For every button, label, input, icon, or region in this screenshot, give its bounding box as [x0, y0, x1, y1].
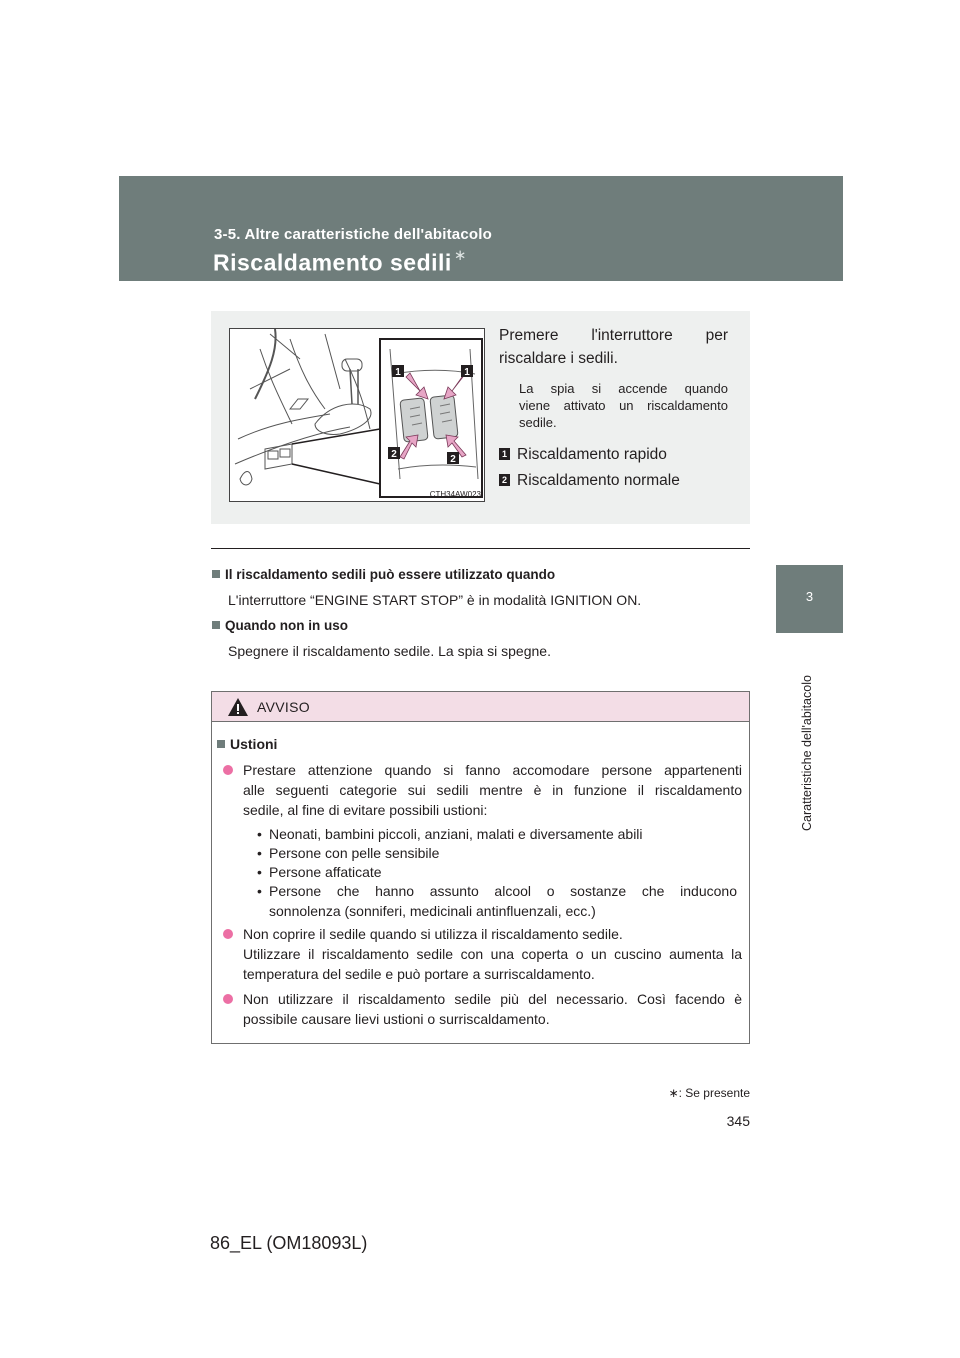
- warning-item-1: [223, 760, 742, 820]
- section-title: 3-5. Altre caratteristiche dell'abitacolo: [214, 226, 492, 243]
- item2-line-2: Utilizzare il riscaldamento sedile con una coperta o un cuscino aumenta la: [243, 946, 742, 962]
- chapter-number: 3: [805, 589, 814, 604]
- sub-item-3: • Persone affaticate: [257, 863, 744, 883]
- chapter-tab[interactable]: [776, 565, 843, 633]
- legend-badge-1: 1: [499, 448, 510, 460]
- warning-box: [211, 691, 750, 1044]
- info-heading-1-text: Il riscaldamento sedili può essere utilizzato quando: [225, 567, 556, 582]
- note-line-1: La spia si accende quando: [519, 381, 728, 396]
- square-bullet-icon: [217, 740, 225, 748]
- legend-item-quick: [499, 446, 667, 464]
- sub-item-4: • Persone che hanno assunto alcool o sostanze che inducono sonnolenza (sonniferi, medicinali antinfluenzali, ecc.): [257, 883, 737, 919]
- info-heading-2-text: Quando non in uso: [225, 618, 348, 633]
- seat-heater-illustration: [229, 328, 485, 502]
- page-title: [213, 248, 467, 277]
- round-bullet-icon: [223, 994, 233, 1004]
- note-line-2: viene attivato un riscaldamento: [519, 398, 728, 413]
- document-id: 86_EL (OM18093L): [210, 1233, 368, 1253]
- info-heading-1: [212, 567, 555, 582]
- warning-item-3: [223, 989, 742, 1029]
- instruction-line-2: riscaldare i sedili.: [499, 350, 618, 367]
- item3-line-2: possibile causare lievi ustioni o surriscaldamento.: [243, 1011, 550, 1027]
- legend-label-2: Riscaldamento normale: [517, 472, 680, 489]
- item2-line-3: temperatura del sedile e può portare a surriscaldamento.: [243, 966, 595, 982]
- item2-line-1: Non coprire il sedile quando si utilizza il riscaldamento sedile.: [243, 926, 623, 942]
- note-line-3: sedile.: [519, 415, 557, 430]
- item1-line-3: sedile, al fine di evitare possibili ustioni:: [243, 802, 488, 818]
- legend-item-normal: [499, 472, 680, 490]
- callout-2a: 2: [391, 449, 397, 460]
- square-bullet-icon: [212, 570, 220, 578]
- warning-heading-text: Ustioni: [230, 736, 278, 752]
- footnote: ∗: Se presente: [668, 1086, 750, 1100]
- callout-1a: 1: [395, 367, 401, 378]
- round-bullet-icon: [223, 765, 233, 775]
- item3-line-1: Non utilizzare il riscaldamento sedile più del necessario. Così facendo è: [243, 991, 742, 1007]
- page-title-text: Riscaldamento sedili: [213, 249, 452, 276]
- sub-item-2-text: Persone con pelle sensibile: [269, 845, 440, 861]
- page-number: 345: [726, 1113, 750, 1129]
- item1-line-2: alle seguenti categorie sui sedili mentre è in funzione il riscaldamento: [243, 782, 742, 798]
- sub-item-2: • Persone con pelle sensibile: [257, 844, 744, 864]
- square-bullet-icon: [212, 621, 220, 629]
- figure-code: CTH34AW023: [429, 490, 481, 499]
- sub-item-4-line-2: sonnolenza (sonniferi, medicinali antinfluenzali, ecc.): [269, 902, 596, 919]
- sub-item-1: • Neonati, bambini piccoli, anziani, malati e diversamente abili: [257, 825, 744, 845]
- sub-item-3-text: Persone affaticate: [269, 864, 382, 880]
- legend-label-1: Riscaldamento rapido: [517, 446, 667, 463]
- chapter-label-text: Caratteristiche dell'abitacolo: [800, 675, 814, 831]
- divider: [211, 548, 750, 549]
- info-text-1: L'interruttore “ENGINE START STOP” è in modalità IGNITION ON.: [228, 592, 642, 608]
- warning-header: [212, 692, 749, 722]
- page-header: [119, 176, 843, 281]
- warning-triangle-icon: [227, 697, 249, 717]
- callout-2b: 2: [450, 454, 456, 465]
- figure-note: [519, 380, 728, 431]
- round-bullet-icon: [223, 929, 233, 939]
- item1-line-1: Prestare attenzione quando si fanno accomodare persone appartenenti: [243, 762, 742, 778]
- warning-item-2: [223, 924, 742, 984]
- warning-heading: [217, 736, 277, 752]
- figure-instruction: [499, 324, 728, 370]
- sub-item-4-line-1: Persone che hanno assunto alcool o sostanze che inducono: [269, 883, 737, 899]
- legend-badge-2: 2: [499, 474, 510, 486]
- chapter-label: [800, 646, 820, 831]
- warning-label: AVVISO: [257, 699, 310, 715]
- instruction-line-1: Premere l'interruttore per: [499, 327, 728, 344]
- console-drawing: [230, 329, 485, 502]
- callout-1b: 1: [464, 367, 470, 378]
- info-heading-2: [212, 618, 348, 633]
- sub-item-1-text: Neonati, bambini piccoli, anziani, malati e diversamente abili: [269, 826, 643, 842]
- info-text-2: Spegnere il riscaldamento sedile. La spia si spegne.: [228, 643, 551, 659]
- optional-mark: ∗: [453, 247, 467, 264]
